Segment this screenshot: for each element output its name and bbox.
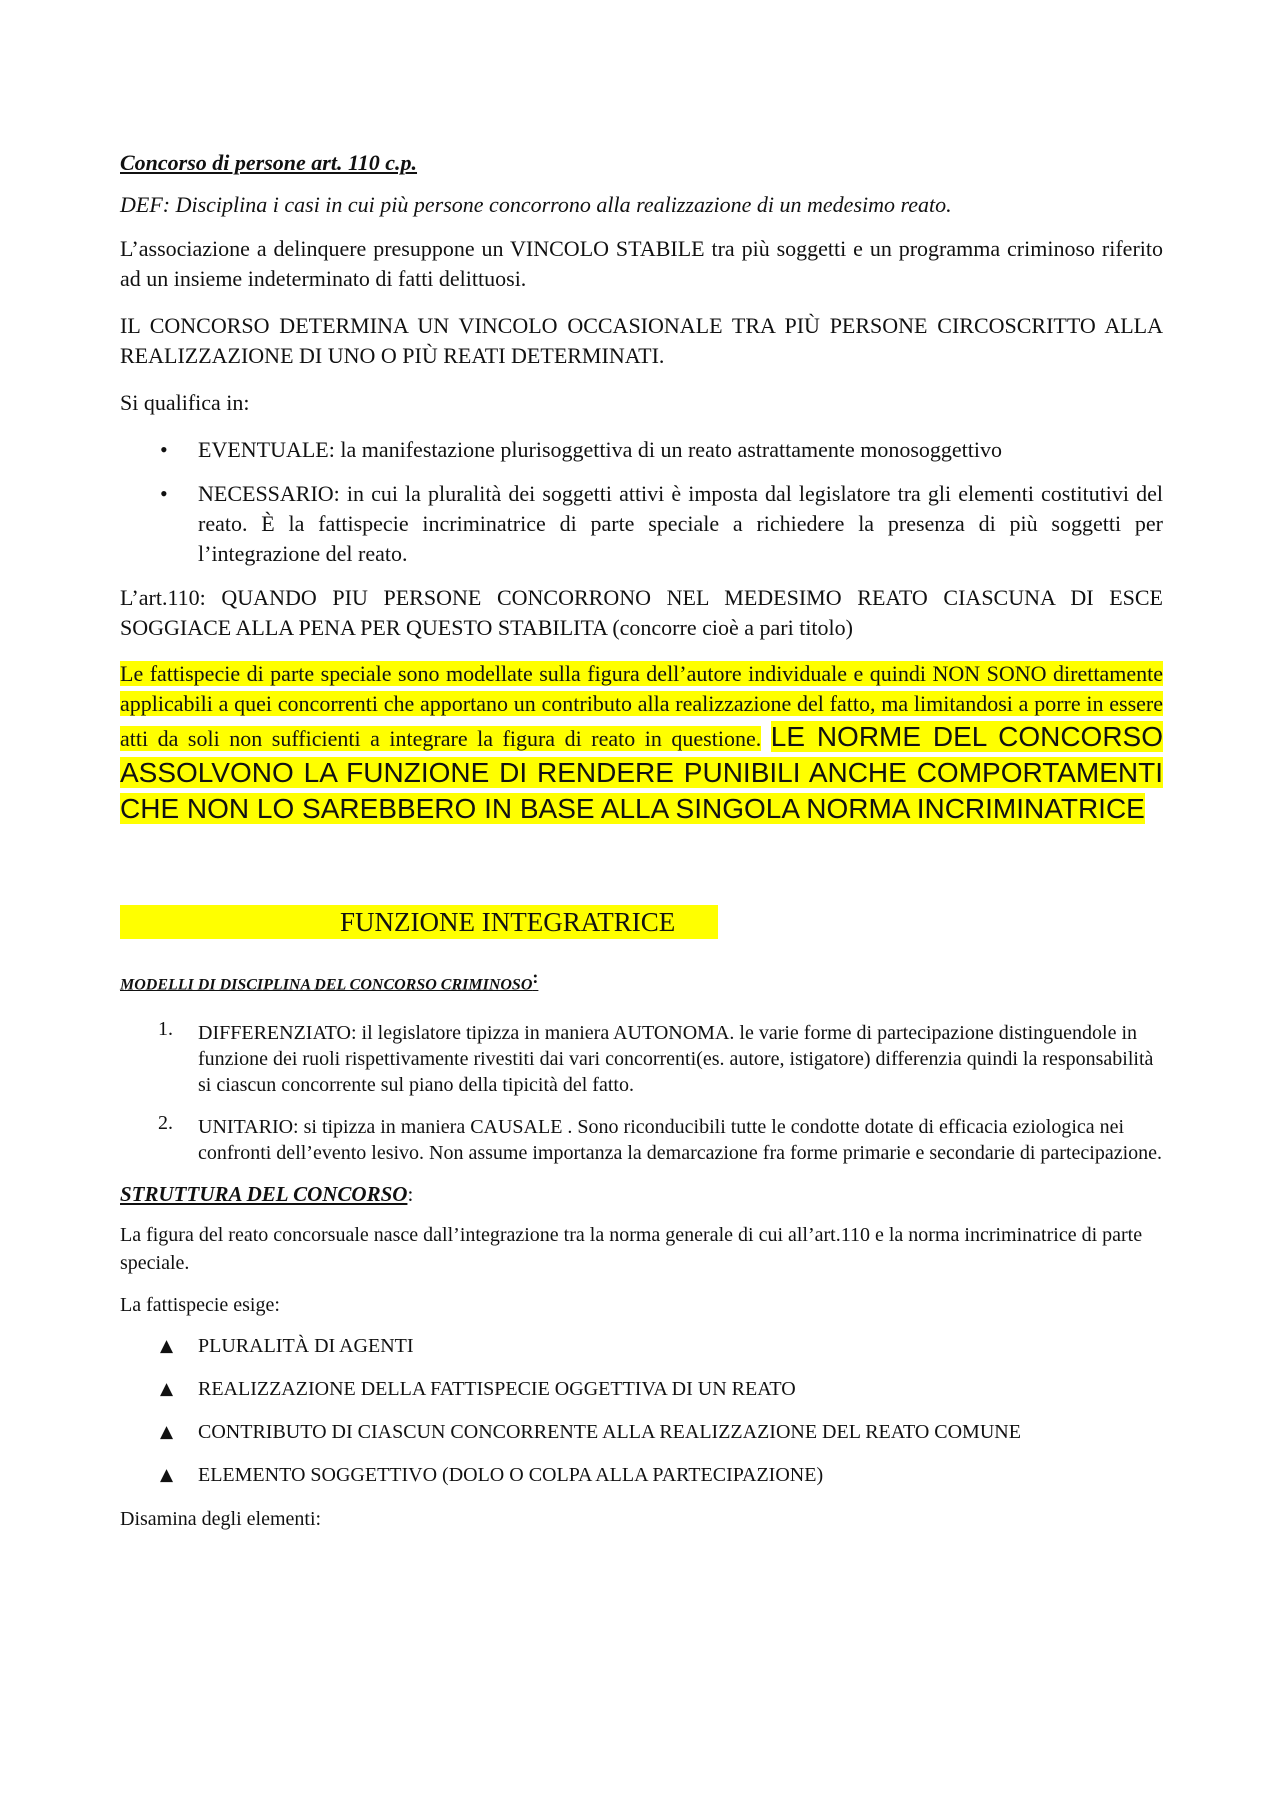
definition: DEF: Disciplina i casi in cui più persone concorrono alla realizzazione di un medesimo reato. bbox=[120, 192, 952, 217]
highlight-big-text: LE NORME DEL CONCORSO ASSOLVONO LA FUNZIONE DI RENDERE PUNIBILI ANCHE COMPORTAMENTI CHE NON LO SAREBBERO IN BASE ALLA SINGOLA NORMA INCRIMINATRICE bbox=[120, 721, 1164, 824]
modelli-list bbox=[120, 1020, 1163, 1166]
triangle-icon: ▲ bbox=[160, 1465, 174, 1486]
triangle-icon: ▲ bbox=[160, 1336, 174, 1357]
paragraph-concorso: IL CONCORSO DETERMINA UN VINCOLO OCCASIONALE TRA PIÙ PERSONE CIRCOSCRITTO ALLA REALIZZAZIONE DI UNO O PIÙ REATI DETERMINATI. bbox=[120, 313, 1163, 368]
modelli-colon: : bbox=[532, 967, 539, 987]
document-title: Concorso di persone art. 110 c.p. bbox=[120, 150, 418, 175]
paragraph-disamina: Disamina degli elementi: bbox=[120, 1508, 322, 1531]
struttura-heading-text: STRUTTURA DEL CONCORSO bbox=[120, 1182, 408, 1207]
paragraph-associazione: L’associazione a delinquere presuppone un VINCOLO STABILE tra più soggetti e un programma criminoso riferito ad un insieme indeterminato di fatti delittuosi. bbox=[120, 236, 1163, 291]
list-item bbox=[120, 1333, 1163, 1359]
list-item-text: REALIZZAZIONE DELLA FATTISPECIE OGGETTIVA DI UN REATO bbox=[198, 1378, 796, 1401]
list-item-text: EVENTUALE: la manifestazione plurisoggettiva di un reato astrattamente monosoggettivo bbox=[198, 437, 1002, 462]
modelli-heading bbox=[120, 967, 1163, 994]
list-item bbox=[120, 1419, 1163, 1445]
bullet-icon: • bbox=[160, 437, 168, 462]
funzione-label: FUNZIONE INTEGRATRICE bbox=[340, 907, 676, 937]
triangle-icon: ▲ bbox=[160, 1379, 174, 1400]
paragraph-qualifica: Si qualifica in: bbox=[120, 390, 250, 415]
list-item bbox=[120, 1376, 1163, 1402]
list-item-text: UNITARIO: si tipizza in maniera CAUSALE . Sono riconducibili tutte le condotte dotate di efficacia eziologica nei confronti dell’evento lesivo. Non assume importanza la demarcazione fra forme primarie e secondarie di partecipazione. bbox=[198, 1116, 1163, 1165]
requisiti-list bbox=[120, 1333, 1163, 1488]
qualifica-list bbox=[120, 435, 1163, 569]
paragraph-esige: La fattispecie esige: bbox=[120, 1294, 280, 1317]
struttura-colon: : bbox=[407, 1182, 414, 1207]
document-page bbox=[120, 150, 1163, 1547]
paragraph-art110: L’art.110: QUANDO PIU PERSONE CONCORRONO NEL MEDESIMO REATO CIASCUNA DI ESCE SOGGIACE ALLA PENA PER QUESTO STABILITA (concorre cioè a pari titolo) bbox=[120, 585, 1163, 640]
list-item bbox=[120, 1462, 1163, 1488]
list-item bbox=[120, 479, 1163, 569]
triangle-icon: ▲ bbox=[160, 1422, 174, 1443]
list-item-text: CONTRIBUTO DI CIASCUN CONCORRENTE ALLA REALIZZAZIONE DEL REATO COMUNE bbox=[198, 1421, 1021, 1444]
funzione-banner bbox=[120, 905, 718, 939]
list-item-text: ELEMENTO SOGGETTIVO (DOLO O COLPA ALLA PARTECIPAZIONE) bbox=[198, 1464, 824, 1487]
list-item bbox=[120, 1114, 1163, 1166]
list-number: 1. bbox=[158, 1018, 173, 1041]
list-item-text: PLURALITÀ DI AGENTI bbox=[198, 1335, 414, 1358]
highlight-text: Le fattispecie di parte speciale sono modellate sulla figura dell’autore individuale e quindi NON SONO direttamente applicabili a quei concorrenti che apportano un contributo alla realizzazione del fatto, ma limitandosi a porre in essere atti da soli non sufficienti a integrare la figura di reato in questione. bbox=[120, 661, 1163, 751]
modelli-heading-text: MODELLI DI DISCIPLINA DEL CONCORSO CRIMINOSO bbox=[120, 976, 533, 994]
list-item bbox=[120, 1020, 1163, 1098]
struttura-heading bbox=[120, 1182, 1163, 1207]
list-number: 2. bbox=[158, 1112, 173, 1135]
list-item-text: NECESSARIO: in cui la pluralità dei soggetti attivi è imposta dal legislatore tra gli elementi costitutivi del reato. È la fattispecie incriminatrice di parte speciale a richiedere la presenza di più soggetti per l’integrazione del reato. bbox=[198, 481, 1163, 566]
highlighted-paragraph bbox=[120, 659, 1163, 827]
bullet-icon: • bbox=[160, 481, 168, 506]
list-item bbox=[120, 435, 1163, 465]
list-item-text: DIFFERENZIATO: il legislatore tipizza in maniera AUTONOMA. le varie forme di partecipazione distinguendole in funzione dei ruoli rispettivamente rivestiti dai vari concorrenti(es. autore, istigatore) differenzia quindi la responsabilità si ciascun concorrente sul piano della tipicità del fatto. bbox=[198, 1022, 1154, 1097]
paragraph-figura: La figura del reato concorsuale nasce dall’integrazione tra la norma generale di cui all’art.110 e la norma incriminatrice di parte speciale. bbox=[120, 1224, 1143, 1275]
